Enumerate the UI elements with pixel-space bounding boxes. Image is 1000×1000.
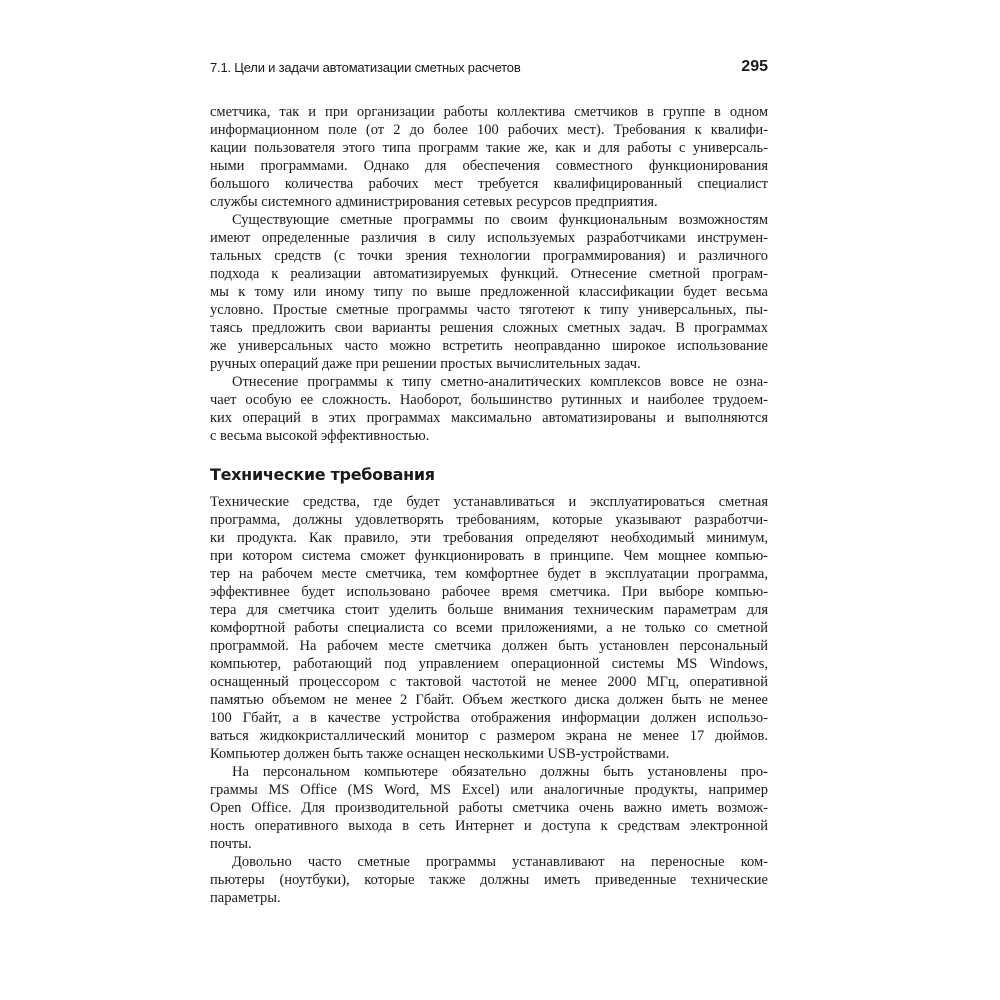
text-line: сметчика, так и при организации работы коллектива сметчиков в группе в одном <box>210 104 768 120</box>
text-line: Технические средства, где будет устанавливаться и эксплуатироваться сметная <box>210 494 768 510</box>
text-line: условно. Простые сметные программы часто тяготеют к типу универсальных, пы- <box>210 302 768 318</box>
section-heading: Технические требования <box>210 465 435 484</box>
text-line: подхода к реализации автоматизируемых функций. Отнесение сметной програм- <box>210 266 768 282</box>
paragraph-3 <box>210 373 768 445</box>
text-line: тальных средств (с точки зрения технологии программирования) и различного <box>210 248 768 264</box>
paragraph-5 <box>210 763 768 853</box>
text-line: тера для сметчика стоит уделить больше внимания техническим параметрам для <box>210 602 768 618</box>
text-line: памятью объемом не менее 2 Гбайт. Объем жесткого диска должен быть не менее <box>210 692 768 708</box>
text-line: таясь предложить свои варианты решения сложных сметных задач. В программах <box>210 320 768 336</box>
text-line: имеют определенные различия в силу используемых разработчиками инструмен- <box>210 230 768 246</box>
text-line: тер на рабочем месте сметчика, тем комфортнее будет в эксплуатации программа, <box>210 566 768 582</box>
text-line: оснащенный процессором с тактовой частотой не менее 2000 МГц, оперативной <box>210 674 768 690</box>
text-line: службы системного администрирования сетевых ресурсов предприятия. <box>210 194 658 210</box>
text-line: пьютеры (ноутбуки), которые также должны иметь приведенные технические <box>210 872 768 888</box>
text-line: ность оперативного выхода в сеть Интернет и доступа к средствам электронной <box>210 818 768 834</box>
text-line: компьютер, работающий под управлением операционной системы MS Windows, <box>210 656 768 672</box>
text-line: программой. На рабочем месте сметчика должен быть установлен персональный <box>210 638 768 654</box>
text-line: с весьма высокой эффективностью. <box>210 428 430 444</box>
text-line: большого количества рабочих мест требуется квалифицированный специалист <box>210 176 768 192</box>
page-body <box>210 103 768 907</box>
text-line: Компьютер должен быть также оснащен несколькими USB-устройствами. <box>210 746 670 762</box>
text-line: граммы MS Office (MS Word, MS Excel) или аналогичные продукты, например <box>210 782 768 798</box>
text-line: ручных операций даже при решении простых вычислительных задач. <box>210 356 641 372</box>
text-line: На персональном компьютере обязательно должны быть установлены про- <box>232 764 768 780</box>
text-line: Open Office. Для производительной работы сметчика очень важно иметь возмож- <box>210 800 768 816</box>
text-line: ки продукта. Как правило, эти требования определяют необходимый минимум, <box>210 530 768 546</box>
text-line: почты. <box>210 836 252 852</box>
text-line: программа, должны удовлетворять требованиям, которые указывают разработчи- <box>210 512 768 528</box>
text-line: Существующие сметные программы по своим функциональным возможностям <box>232 212 768 228</box>
page-number: 295 <box>741 58 768 75</box>
paragraph-4 <box>210 493 768 763</box>
section-title: 7.1. Цели и задачи автоматизации сметных расчетов <box>210 60 521 75</box>
text-line: комфортной работы специалиста со всеми приложениями, а не только со сметной <box>210 620 768 636</box>
text-line: же универсальных часто можно встретить неоправданно широкое использование <box>210 338 768 354</box>
running-header <box>210 58 768 78</box>
text-line: ваться жидкокристаллический монитор с размером экрана не менее 17 дюймов. <box>210 728 768 744</box>
text-line: при котором система сможет функционировать в принципе. Чем мощнее компью- <box>210 548 768 564</box>
text-line: параметры. <box>210 890 281 906</box>
text-line: Довольно часто сметные программы устанавливают на переносные ком- <box>232 854 768 870</box>
paragraph-6 <box>210 853 768 907</box>
text-line: кации пользователя этого типа программ такие же, как и для работы с универсаль- <box>210 140 768 156</box>
paragraph-2 <box>210 211 768 373</box>
text-line: мы к тому или иному типу по выше предложенной классификации будет весьма <box>210 284 768 300</box>
text-line: информационном поле (от 2 до более 100 рабочих мест). Требования к квалифи- <box>210 122 768 138</box>
text-line: эффективнее будет использовано рабочее время сметчика. При выборе компью- <box>210 584 768 600</box>
text-line: чает особую ее сложность. Наоборот, большинство рутинных и наиболее трудоем- <box>210 392 768 408</box>
paragraph-1 <box>210 103 768 211</box>
text-line: ными программами. Однако для обеспечения совместного функционирования <box>210 158 768 174</box>
text-line: Отнесение программы к типу сметно-аналитических комплексов вовсе не озна- <box>232 374 768 390</box>
text-line: ких операций в этих программах максимально автоматизированы и выполняются <box>210 410 768 426</box>
text-line: 100 Гбайт, а в качестве устройства отображения информации должен использо- <box>210 710 768 726</box>
